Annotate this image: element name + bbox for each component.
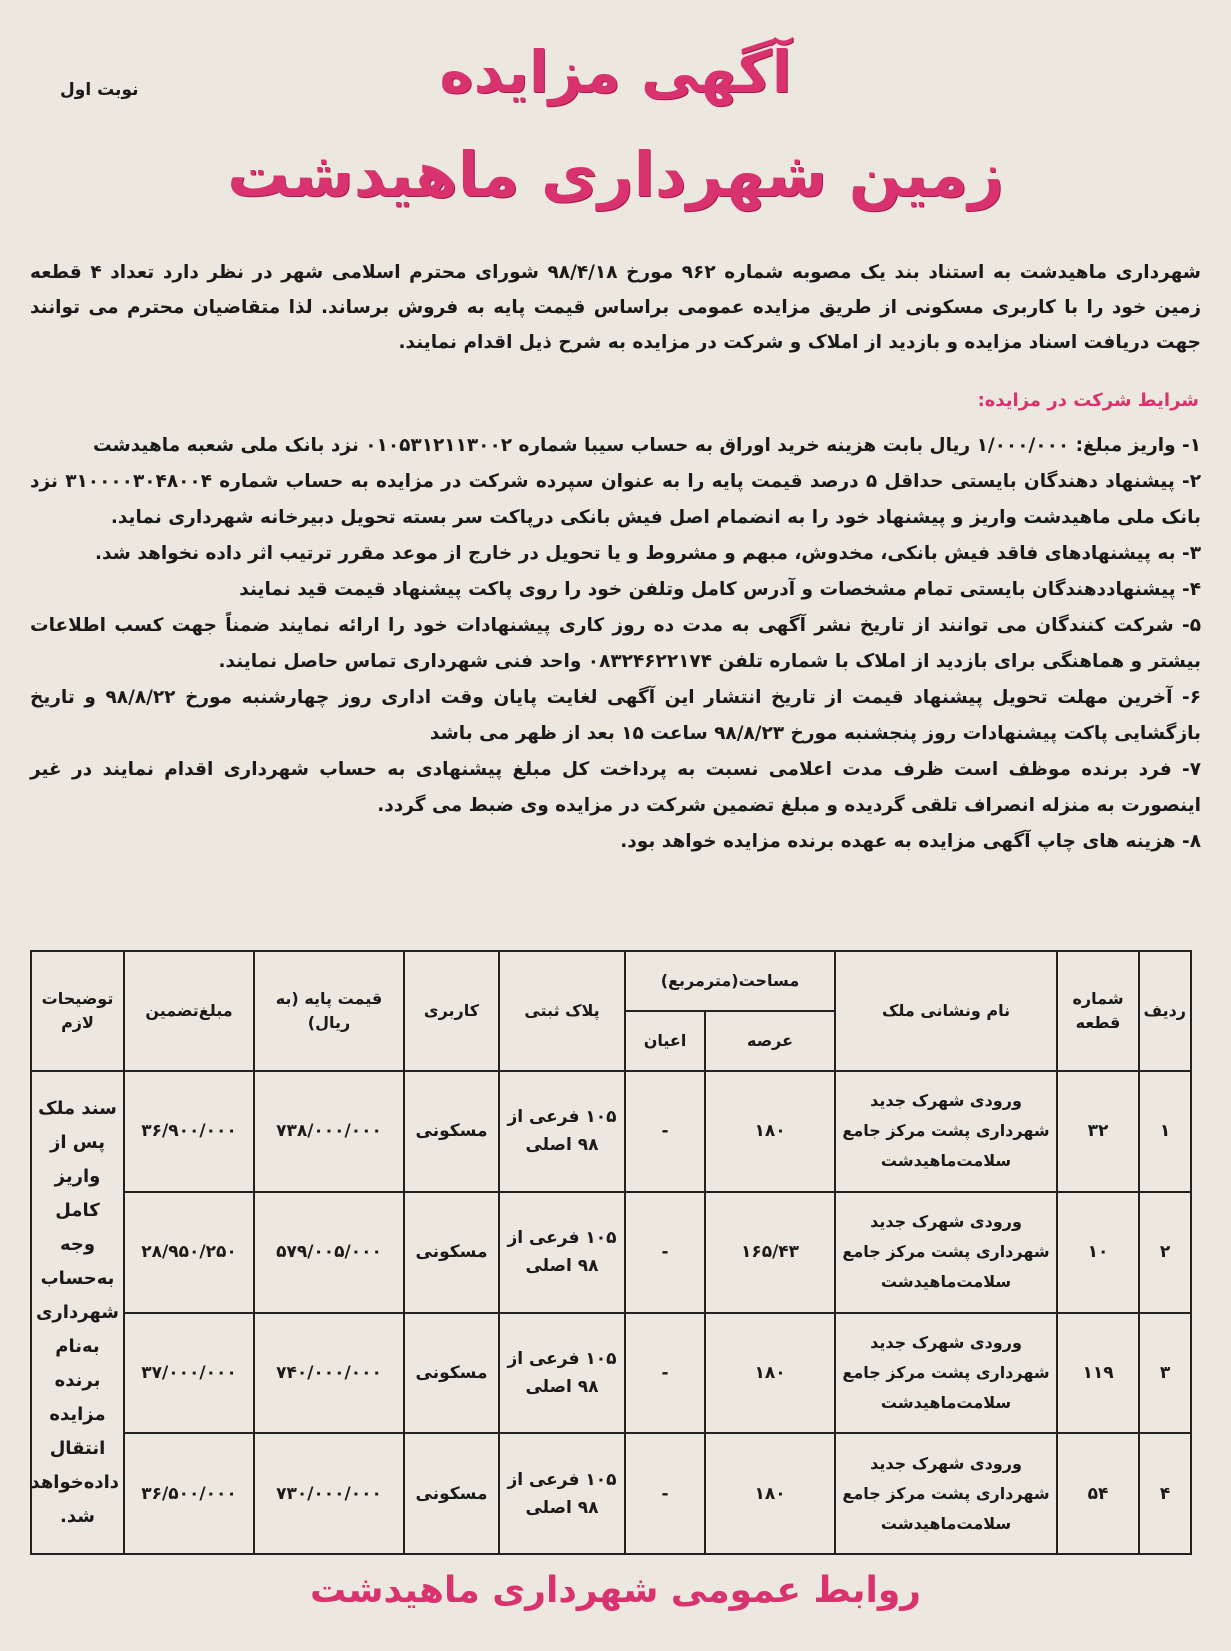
cell-building-area: -	[625, 1313, 705, 1434]
footer-signature: روابط عمومی شهرداری ماهیدشت	[310, 1570, 921, 1611]
cell-row-number: ۱	[1139, 1071, 1191, 1192]
cell-guarantee-amount: ۳۶/۵۰۰/۰۰۰	[124, 1433, 254, 1554]
cell-guarantee-amount: ۳۶/۹۰۰/۰۰۰	[124, 1071, 254, 1192]
cell-usage: مسکونی	[404, 1313, 499, 1434]
header-parcel-number: شماره قطعه	[1057, 951, 1139, 1071]
header-row-number: ردیف	[1139, 951, 1191, 1071]
header-registration-plate: پلاک ثبتی	[499, 951, 625, 1071]
cell-notes: سند ملک پس از واریز کامل وجه به‌حساب شهرداری به‌نام برنده مزایده انتقال داده‌خواهد شد.	[31, 1071, 124, 1554]
cell-building-area: -	[625, 1433, 705, 1554]
table-row	[31, 1071, 1191, 1192]
cell-registration-plate: ۱۰۵ فرعی از ۹۸ اصلی	[499, 1192, 625, 1313]
cell-row-number: ۳	[1139, 1313, 1191, 1434]
header-building-area: اعیان	[625, 1011, 705, 1071]
conditions-heading: شرایط شرکت در مزایده:	[977, 390, 1199, 411]
table-row	[31, 1192, 1191, 1313]
cell-address: ورودی شهرک جدید شهرداری پشت مرکز جامع سلامت‌ماهیدشت	[835, 1433, 1057, 1554]
conditions-list	[30, 428, 1201, 860]
publication-turn-label: نوبت اول	[60, 80, 139, 100]
cell-base-price: ۷۳۸/۰۰۰/۰۰۰	[254, 1071, 404, 1192]
cell-registration-plate: ۱۰۵ فرعی از ۹۸ اصلی	[499, 1313, 625, 1434]
cell-usage: مسکونی	[404, 1192, 499, 1313]
condition-item-2: ۲- پیشنهاد دهندگان بایستی حداقل ۵ درصد قیمت پایه را به عنوان سپرده شرکت در مزایده به حساب شماره ۳۱۰۰۰۰۳۰۴۸۰۰۴ نزد بانک ملی ماهیدشت واریز و پیشنهاد خود را به انضمام اصل فیش بانکی درپاکت سر بسته تحویل دبیرخانه شهرداری نماید.	[30, 471, 1202, 528]
cell-address: ورودی شهرک جدید شهرداری پشت مرکز جامع سلامت‌ماهیدشت	[835, 1071, 1057, 1192]
header-area-group: مساحت(مترمربع)	[625, 951, 835, 1011]
cell-parcel-number: ۱۱۹	[1057, 1313, 1139, 1434]
header-guarantee-amount: مبلغ‌تضمین	[124, 951, 254, 1071]
cell-parcel-number: ۵۴	[1057, 1433, 1139, 1554]
cell-parcel-number: ۳۲	[1057, 1071, 1139, 1192]
notice-subtitle: زمین شهرداری ماهیدشت	[227, 138, 1004, 211]
cell-building-area: -	[625, 1071, 705, 1192]
cell-registration-plate: ۱۰۵ فرعی از ۹۸ اصلی	[499, 1071, 625, 1192]
condition-item-1: ۱- واریز مبلغ: ۱/۰۰۰/۰۰۰ ریال بابت هزینه خرید اوراق به حساب سیبا شماره ۰۱۰۵۳۱۲۱۱۳۰۰۲ نزد بانک ملی شعبه ماهیدشت	[92, 435, 1201, 456]
header-usage: کاربری	[404, 951, 499, 1071]
cell-usage: مسکونی	[404, 1071, 499, 1192]
cell-land-area: ۱۸۰	[705, 1433, 835, 1554]
parcels-table	[30, 950, 1192, 1555]
header-land-area: عرصه	[705, 1011, 835, 1071]
condition-item-5: ۵- شرکت کنندگان می توانند از تاریخ نشر آگهی به مدت ده روز کاری پیشنهادات خود را ارائه نمایند ضمناً جهت کسب اطلاعات بیشتر و هماهنگی برای بازدید از املاک با شماره تلفن ۰۸۳۲۴۶۲۲۱۷۴ واحد فنی شهرداری تماس حاصل نمایند.	[30, 615, 1201, 672]
condition-item-7: ۷- فرد برنده موظف است ظرف مدت اعلامی نسبت به پرداخت کل مبلغ پیشنهادی به حساب شهرداری اقدام نمایند در غیر اینصورت به منزله انصراف تلقی گردیده و مبلغ تضمین شرکت در مزایده وی ضبط می گردد.	[30, 759, 1201, 816]
notice-title: آگهی مزایده	[439, 38, 792, 106]
cell-base-price: ۵۷۹/۰۰۵/۰۰۰	[254, 1192, 404, 1313]
condition-item-3: ۳- به پیشنهادهای فاقد فیش بانکی، مخدوش، مبهم و مشروط و یا تحویل در خارج از موعد مقرر ترتیب اثر داده نخواهد شد.	[94, 543, 1201, 564]
cell-address: ورودی شهرک جدید شهرداری پشت مرکز جامع سلامت‌ماهیدشت	[835, 1313, 1057, 1434]
cell-base-price: ۷۳۰/۰۰۰/۰۰۰	[254, 1433, 404, 1554]
cell-guarantee-amount: ۳۷/۰۰۰/۰۰۰	[124, 1313, 254, 1434]
condition-item-6: ۶- آخرین مهلت تحویل پیشنهاد قیمت از تاریخ انتشار این آگهی لغایت پایان وقت اداری روز چهارشنبه مورخ ۹۸/۸/۲۲ و تاریخ بازگشایی پاکت پیشنهادات روز پنجشنبه مورخ ۹۸/۸/۲۳ ساعت ۱۵ بعد از ظهر می باشد	[30, 687, 1201, 744]
cell-registration-plate: ۱۰۵ فرعی از ۹۸ اصلی	[499, 1433, 625, 1554]
cell-usage: مسکونی	[404, 1433, 499, 1554]
cell-row-number: ۴	[1139, 1433, 1191, 1554]
header-notes: توضیحات لازم	[31, 951, 124, 1071]
header-address: نام ونشانی ملک	[835, 951, 1057, 1071]
table-row	[31, 1433, 1191, 1554]
header-base-price: قیمت پایه (به ریال)	[254, 951, 404, 1071]
condition-item-4: ۴- پیشنهاددهندگان بایستی تمام مشخصات و آدرس کامل وتلفن خود را روی پاکت پیشنهاد قیمت قید نمایند	[239, 579, 1201, 600]
cell-land-area: ۱۸۰	[705, 1071, 835, 1192]
intro-paragraph: شهرداری ماهیدشت به استناد بند یک مصوبه شماره ۹۶۲ مورخ ۹۸/۴/۱۸ شورای محترم اسلامی شهر در نظر دارد تعداد ۴ قطعه زمین خود را با کاربری مسکونی از طریق مزایده عمومی براساس قیمت پایه به فروش برساند. لذا متقاضیان محترم می توانند جهت دریافت اسناد مزایده و بازدید از املاک و شرکت در مزایده به شرح ذیل اقدام نمایند.	[30, 262, 1201, 353]
cell-base-price: ۷۴۰/۰۰۰/۰۰۰	[254, 1313, 404, 1434]
cell-parcel-number: ۱۰	[1057, 1192, 1139, 1313]
cell-land-area: ۱۸۰	[705, 1313, 835, 1434]
table-row	[31, 1313, 1191, 1434]
cell-guarantee-amount: ۲۸/۹۵۰/۲۵۰	[124, 1192, 254, 1313]
cell-row-number: ۲	[1139, 1192, 1191, 1313]
cell-building-area: -	[625, 1192, 705, 1313]
cell-land-area: ۱۶۵/۴۳	[705, 1192, 835, 1313]
condition-item-8: ۸- هزینه های چاپ آگهی مزایده به عهده برنده مزایده خواهد بود.	[620, 831, 1201, 852]
cell-address: ورودی شهرک جدید شهرداری پشت مرکز جامع سلامت‌ماهیدشت	[835, 1192, 1057, 1313]
